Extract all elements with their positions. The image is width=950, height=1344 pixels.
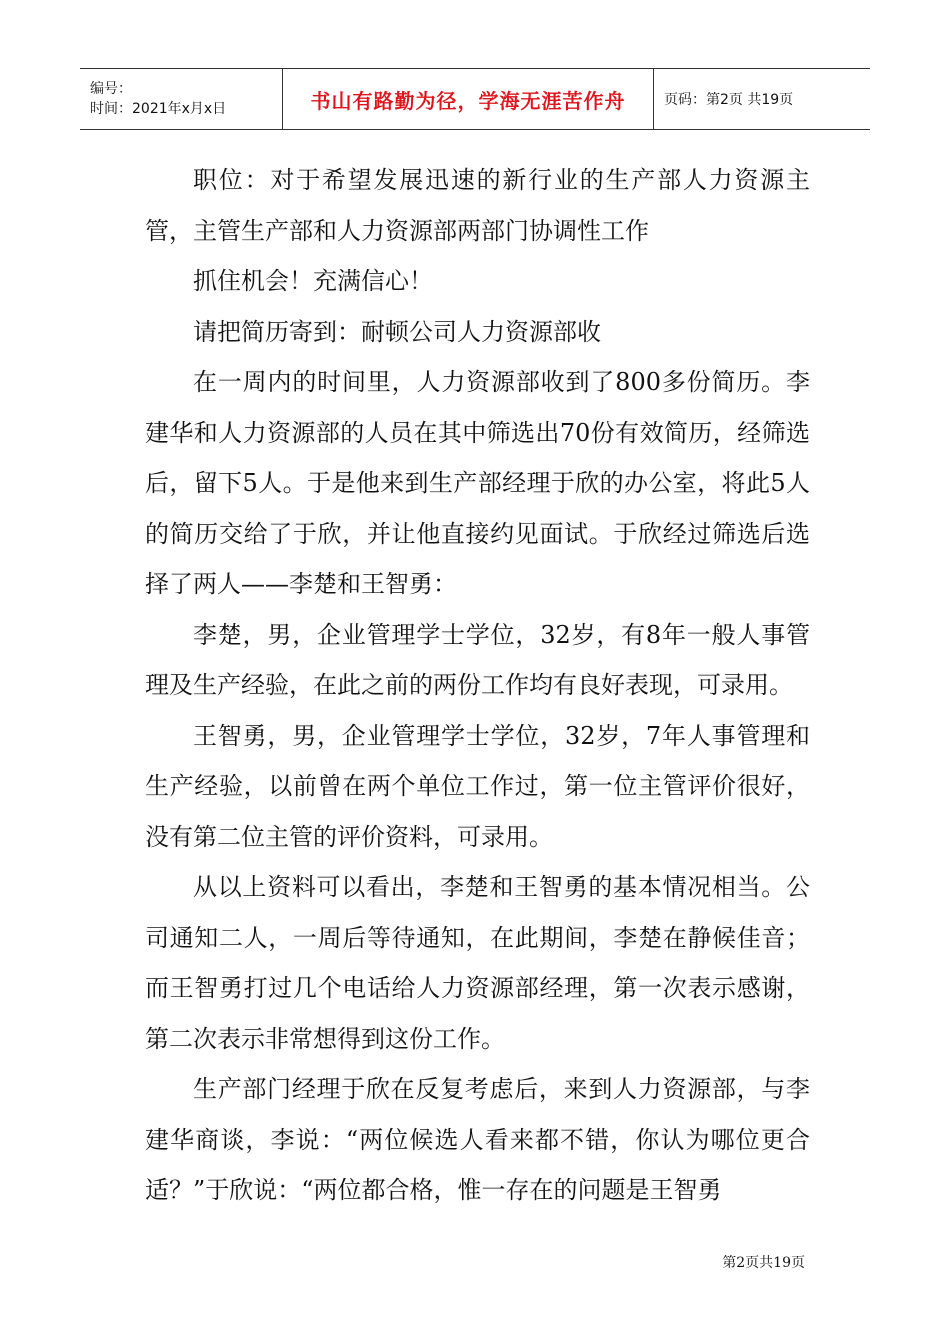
header-motto-cell [283, 69, 654, 129]
document-date: 时间：2021年x月x日 [90, 101, 227, 117]
document-number-label: 编号： [90, 81, 132, 97]
paragraph-send-resume: 请把简历寄到：耐顿公司人力资源部收 [193, 317, 601, 346]
paragraph-candidate-li: 李楚，男，企业管理学士学位，32岁，有8年一般人事管理及生产经验，在此之前的两份工作均有良好表现，可录用。 [145, 620, 810, 699]
header-page-cell [654, 69, 870, 129]
header-page-number: 页码：第2页 共19页 [664, 92, 794, 108]
page-footer: 第2页共19页 [722, 1255, 805, 1271]
paragraph-position: 职位：对于希望发展迅速的新行业的生产部人力资源主管，主管生产部和人力资源部两部门协调性工作 [145, 166, 810, 245]
page-header [80, 68, 870, 130]
paragraph-screening: 在一周内的时间里，人力资源部收到了800多份简历。李建华和人力资源部的人员在其中筛选出70份有效简历，经筛选后，留下5人。于是他来到生产部经理于欣的办公室，将此5人的简历交给了于欣，并让他直接约见面试。于欣经过筛选后选择了两人——李楚和王智勇： [145, 368, 810, 598]
paragraph-discussion: 生产部门经理于欣在反复考虑后，来到人力资源部，与李建华商谈，李说：“两位候选人看来都不错，你认为哪位更合适？”于欣说：“两位都合格，惟一存在的问题是王智勇 [145, 1075, 810, 1204]
paragraph-slogan: 抓住机会！充满信心！ [193, 267, 433, 295]
header-meta-cell [80, 69, 283, 129]
paragraph-candidate-wang: 王智勇，男，企业管理学士学位，32岁，7年人事管理和生产经验，以前曾在两个单位工作过，第一位主管评价很好，没有第二位主管的评价资料，可录用。 [145, 721, 810, 851]
header-motto: 书山有路勤为径，学海无涯苦作舟 [310, 88, 626, 113]
document-body [145, 155, 810, 1216]
paragraph-comparison: 从以上资料可以看出，李楚和王智勇的基本情况相当。公司通知二人，一周后等待通知，在此期间，李楚在静候佳音；而王智勇打过几个电话给人力资源部经理，第一次表示感谢，第二次表示非常想得到这份工作。 [145, 873, 810, 1053]
